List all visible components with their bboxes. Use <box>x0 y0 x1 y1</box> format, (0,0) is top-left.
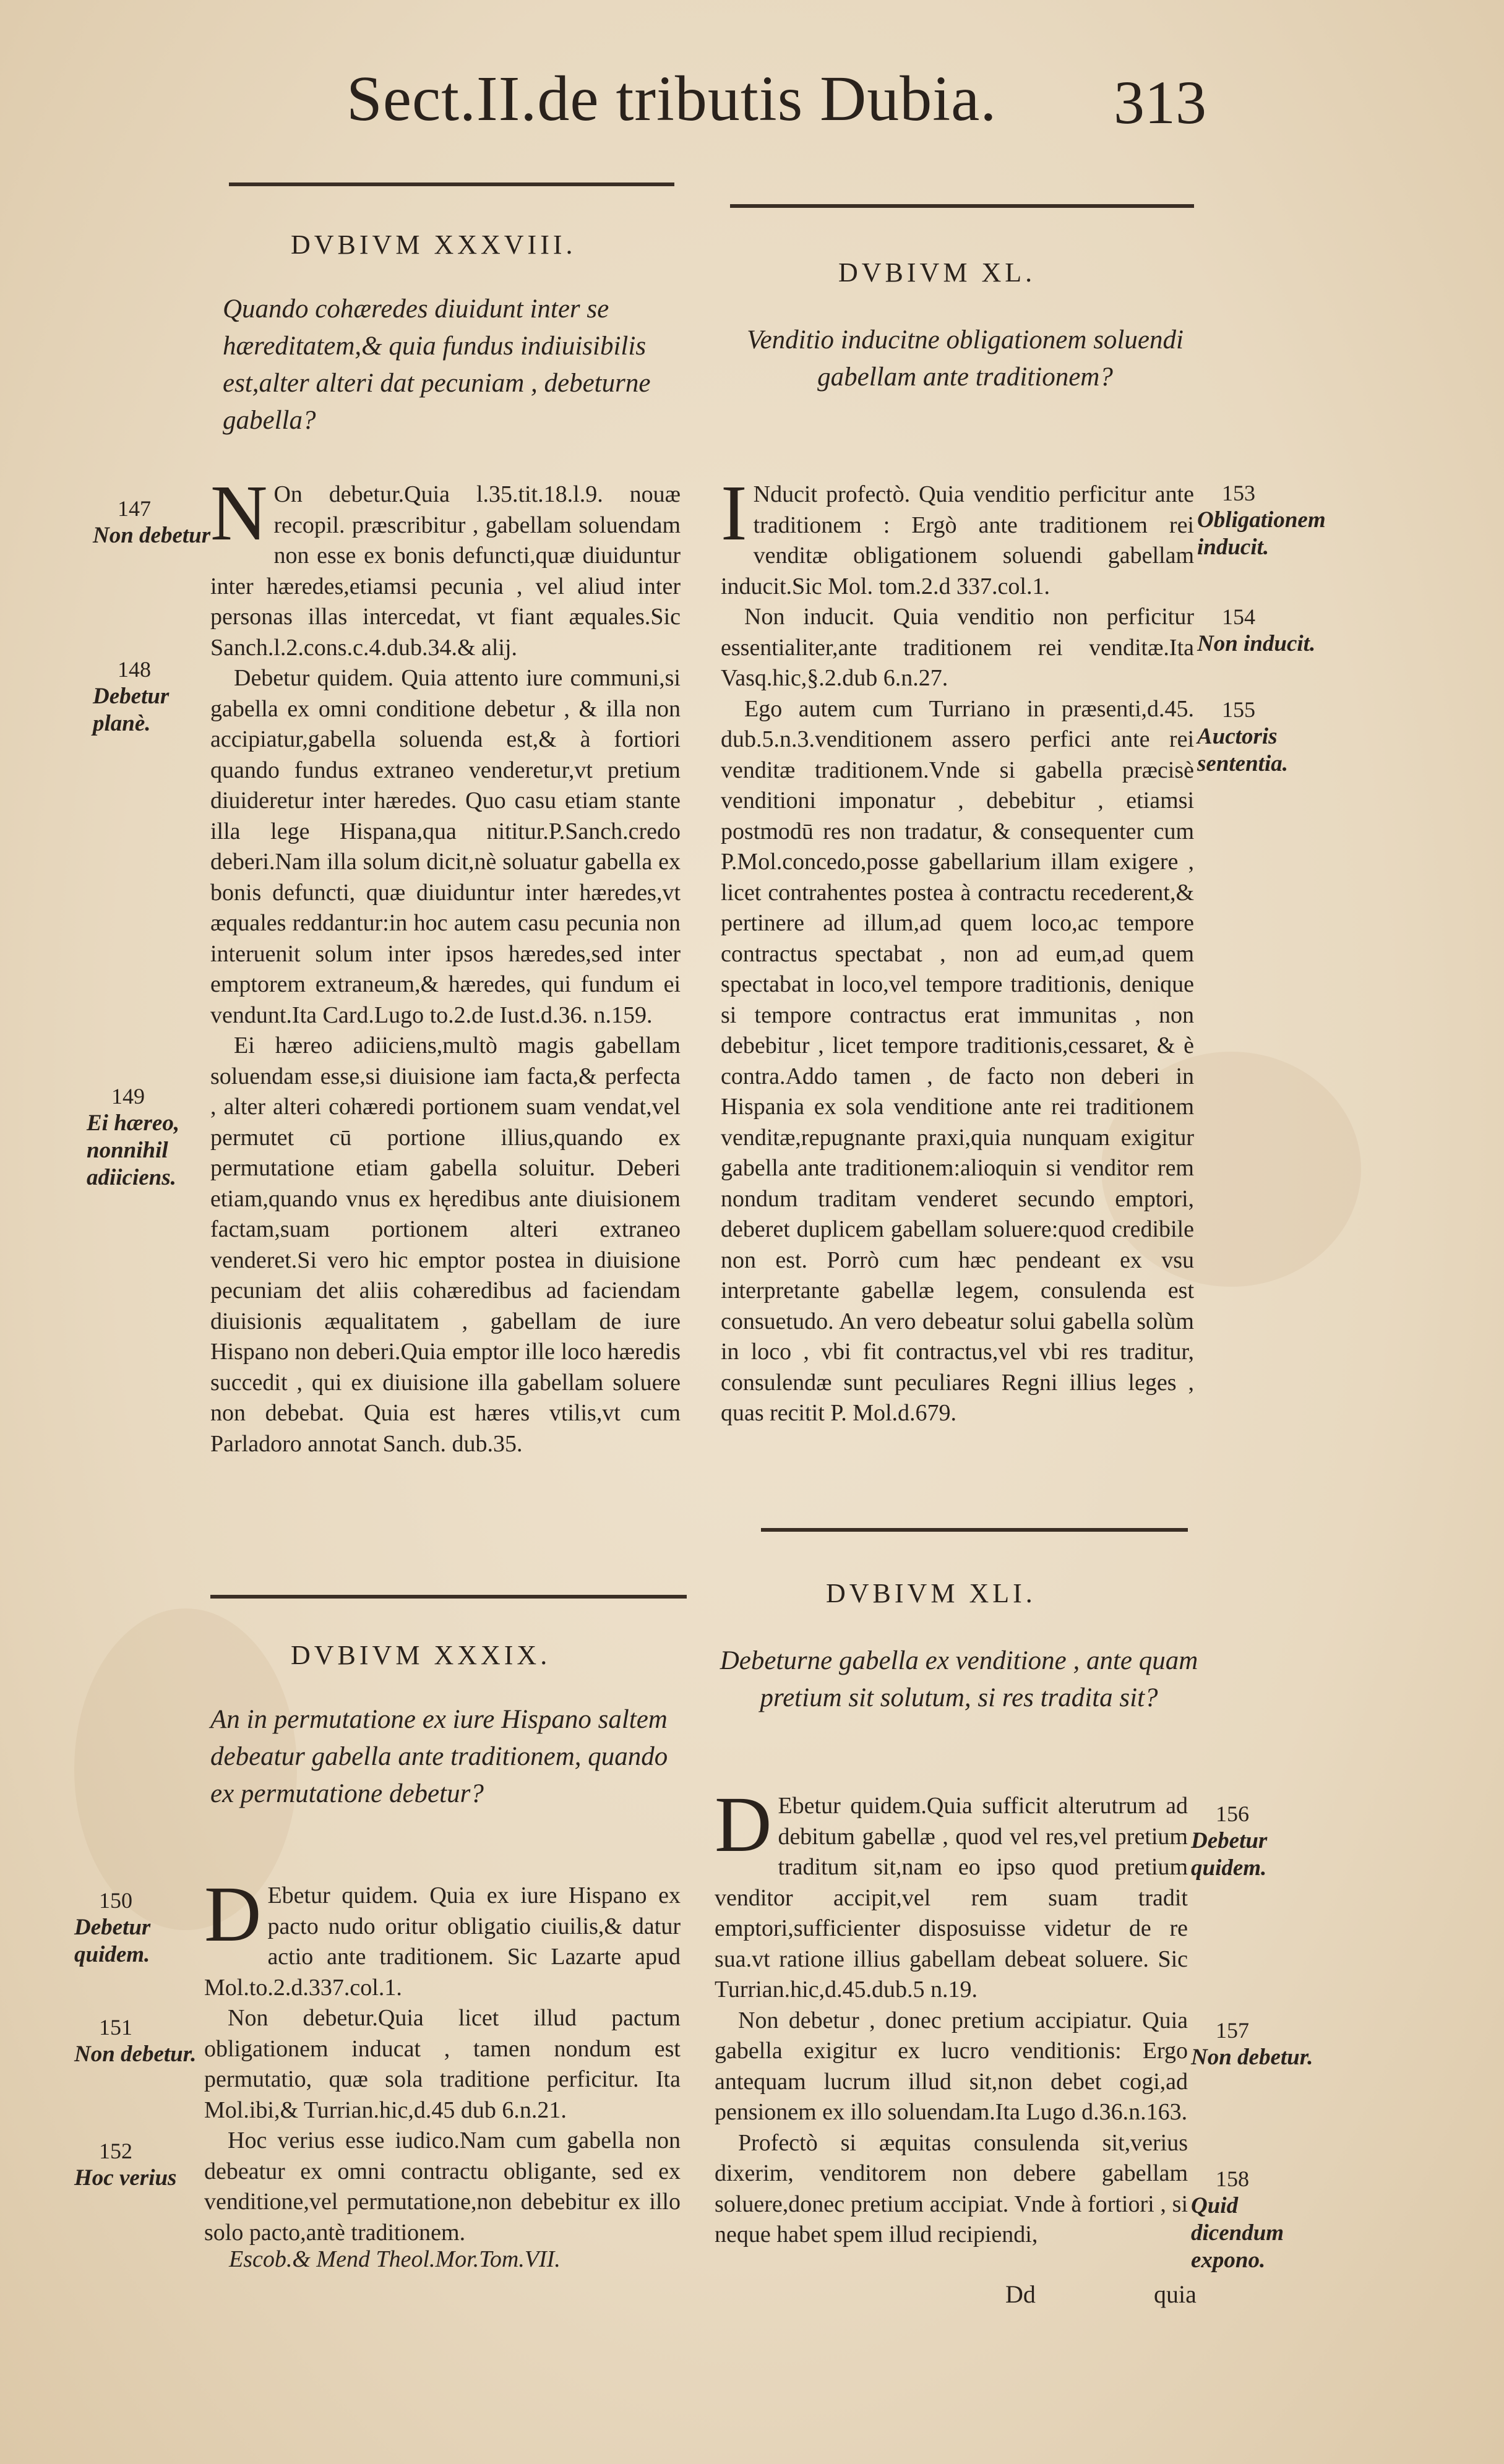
dubium-40-title: DVBIVM XL. <box>838 257 1036 288</box>
dubium-38-question: Quando cohæredes diuidunt inter se hæreditatem,& quia fundus indiuisibilis est,alter alteri dat pecuniam , debeturne gabella? <box>223 294 651 435</box>
margin-note-number: 152 <box>99 2139 132 2163</box>
drop-cap: D <box>715 1780 772 1868</box>
margin-note-148 <box>93 656 217 737</box>
paragraph: Ego autem cum Turriano in præsenti,d.45. dub.5.n.3.venditionem assero perfici ante rei venditæ traditionem.Vnde si gabella præcisè venditioni imponatur , debebitur , etiamsi postmodū res non tradatur, & consequenter cum P.Mol.concedo,posse gabellarium illam exigere , licet contrahentes postea à contractu recederent,& pertinere ad illum,ad quem loco,ac tempore contractus spectabat , non ad eum,ad quem spectabat in loco,vel tempore traditionis, denique si tempore contractus erat immunitas , non debebitur , licet tempore traditionis,cessaret, & è contra.Addo tamen , de facto non deberi in Hispania ex sola venditione ante rei traditionem venditæ,repugnante praxi,quia nunquam exigitur gabella ante traditionem:alioquin si venditor rem nondum traditam venderet secundo emptori, deberet duplicem gabellam soluere:quod credibile non est. Porrò cum hæc pendeant ex vsu interpretante gabellæ legem, consulenda est consuetudo. An vero debeatur solui gabella solùm in loco , vbi fit contractus,vel vbi res traditur, consulendæ sunt peculiares Regni illius leges , quas recitit P. Mol.d.679. <box>721 695 1194 1426</box>
margin-note-text: Non inducit. <box>1197 631 1316 656</box>
margin-note-157 <box>1191 2017 1315 2071</box>
margin-note-number: 157 <box>1216 2018 1249 2043</box>
divider-rule <box>229 182 674 186</box>
margin-note-158 <box>1191 2165 1315 2274</box>
margin-note-number: 158 <box>1216 2166 1249 2191</box>
drop-cap: N <box>210 469 268 557</box>
margin-note-number: 153 <box>1222 481 1255 505</box>
paragraph: Nducit profectò. Quia venditio perficitur ante traditionem : Ergò ante traditionem rei venditæ obligationem soluendi gabellam inducit.Sic Mol. tom.2.d 337.col.1. <box>721 481 1194 599</box>
margin-note-153 <box>1197 479 1326 561</box>
margin-note-text: Debetur planè. <box>93 684 170 736</box>
margin-note-number: 155 <box>1222 697 1255 722</box>
margin-note-text: Non debetur <box>93 523 211 548</box>
margin-note-text: Hoc verius <box>74 2165 177 2191</box>
margin-note-147 <box>93 495 217 549</box>
dubium-38-title: DVBIVM XXXVIII. <box>291 230 577 260</box>
margin-note-text: Quid dicendum expono. <box>1191 2193 1284 2273</box>
paragraph: Ebetur quidem.Quia sufficit alterutrum ad debitum gabellæ , quod vel res,vel pretium traditum sit,nam eo ipso quod pretium venditor accipit,vel rem suam tradit emptori,sufficienter disposuisse videtur de re sua.vt ratione illius gabellam debeat soluere. Sic Turrian.hic,d.45.dub.5 n.19. <box>715 1793 1188 2003</box>
margin-note-152 <box>74 2137 198 2192</box>
paragraph: Profectò si æquitas consulenda sit,verius dixerim, venditorem non debere gabellam soluere,donec pretium accipiat. Vnde à fortiori , si neque habet spem illud recipiendi, <box>715 2129 1188 2247</box>
paragraph: Ei hæreo adiiciens,multò magis gabellam soluendam esse,si diuisione iam facta,& perfecta , alter alteri cohæredi portionem suam vendat,vel permutet cū portione illius,quando ex permutatione etiam gabella soluitur. Deberi etiam,quando vnus ex hęredibus ante diuisionem factam,suam portionem alteri extraneo venderet.Si vero hic emptor postea in diuisione pecuniam det aliis cohæredibus ad faciendam diuisionis æqualitatem , gabellam de iure Hispano non deberi.Quia emptor ille loco hæredis succedit , qui ex diuisione illa gabellam soluere non debebat. Quia est hæres vtilis,vt cum Parladoro annotat Sanch. dub.35. <box>210 1032 681 1457</box>
footer-signature-line: Escob.& Mend Theol.Mor.Tom.VII. <box>229 2246 561 2272</box>
margin-note-154 <box>1197 603 1321 658</box>
dubium-41-title: DVBIVM XLI. <box>826 1578 1036 1608</box>
margin-note-151 <box>74 2014 198 2068</box>
margin-note-number: 150 <box>99 1888 132 1913</box>
margin-note-number: 147 <box>118 496 151 521</box>
paragraph: Ebetur quidem. Quia ex iure Hispano ex pacto nudo oritur obligatio ciuilis,& datur actio ante traditionem. Sic Lazarte apud Mol.to.2.d.337.col.1. <box>204 1882 681 2001</box>
drop-cap: D <box>204 1870 262 1958</box>
margin-note-156 <box>1191 1800 1315 1882</box>
margin-note-text: Non debetur. <box>1191 2045 1313 2070</box>
margin-note-text: Obligationem inducit. <box>1197 507 1326 560</box>
dubium-39-title: DVBIVM XXXIX. <box>291 1640 551 1670</box>
paragraph: On debetur.Quia l.35.tit.18.l.9. nouæ recopil. præscribitur , gabellam soluendam non esse ex bonis defuncti,quæ diuiduntur inter hæredes,etiamsi pecunia , vel aliud inter personas illas intercedat, vt fiant æquales.Sic Sanch.l.2.cons.c.4.dub.34.& alij. <box>210 481 681 661</box>
margin-note-text: Non debetur. <box>74 2041 197 2067</box>
dubium-40-question: Venditio inducitne obligationem soluendi gabellam ante traditionem? <box>747 325 1184 392</box>
margin-note-number: 151 <box>99 2015 132 2040</box>
margin-note-number: 154 <box>1222 604 1255 629</box>
paragraph: Debetur quidem. Quia attento iure communi,si gabella ex omni conditione debetur , & illa non accipiatur,gabella soluenda est,& à fortiori quando fundus extraneo venderetur,vt pretium diuideretur inter hæredes. Quo casu etiam stante illa lege Hispana,qua nititur.P.Sanch.credo deberi.Nam illa solum dicit,nè soluatur gabella ex bonis defuncti, quæ diuiduntur inter hæredes,vt æquales reddantur:in hoc autem casu pecunia non interuenit solum inter ipsos hæredes,sed inter emptorem extraneum,& hæredes, qui fundum ei vendunt.Ita Card.Lugo to.2.de Iust.d.36. n.159. <box>210 665 681 1028</box>
margin-note-150 <box>74 1887 198 1968</box>
divider-rule <box>761 1528 1188 1532</box>
dubium-38-body <box>210 469 681 1459</box>
margin-note-text: Auctoris sententia. <box>1197 724 1288 776</box>
margin-note-155 <box>1197 696 1321 778</box>
dubium-39-body <box>204 1870 681 2248</box>
drop-cap: I <box>721 469 747 557</box>
running-header: Sect.II.de tributis Dubia. <box>346 63 997 134</box>
page-number: 313 <box>1114 68 1206 137</box>
divider-rule <box>730 204 1194 208</box>
paragraph: Non debetur.Quia licet illud pactum obligationem inducat , tamen nondum est permutatio, quæ sola traditione perficitur. Ita Mol.ibi,& Turrian.hic,d.45 dub 6.n.21. <box>204 2005 681 2123</box>
margin-note-text: Debetur quidem. <box>1191 1828 1268 1881</box>
signature-mark: Dd <box>1005 2280 1036 2308</box>
margin-note-number: 149 <box>111 1084 145 1109</box>
margin-note-149 <box>87 1083 210 1191</box>
margin-note-text: Ei hæreo, nonnihil adiiciens. <box>87 1110 180 1190</box>
catchword: quia <box>1154 2280 1197 2308</box>
margin-note-number: 156 <box>1216 1801 1249 1826</box>
divider-rule <box>210 1595 687 1599</box>
dubium-41-body <box>715 1780 1188 2251</box>
margin-note-number: 148 <box>118 657 151 682</box>
paragraph: Non inducit. Quia venditio non perficitur essentialiter,ante traditionem rei venditæ.Ita Vasq.hic,§.2.dub 6.n.27. <box>721 604 1194 691</box>
dubium-39-question: An in permutatione ex iure Hispano saltem debeatur gabella ante traditionem, quando ex permutatione debetur? <box>210 1705 668 1808</box>
margin-note-text: Debetur quidem. <box>74 1915 151 1967</box>
dubium-40-body <box>721 469 1194 1429</box>
paragraph: Hoc verius esse iudico.Nam cum gabella non debeatur ex omni contractu obligante, sed ex venditione,vel permutatione,non debebitur ex illo solo pacto,antè traditionem. <box>204 2127 681 2246</box>
dubium-41-question: Debeturne gabella ex venditione , ante quam pretium sit solutum, si res tradita sit? <box>720 1646 1198 1712</box>
paragraph: Non debetur , donec pretium accipiatur. Quia gabella exigitur ex lucro venditionis: Ergo antequam lucrum illud sit,non debet cogi,ad pensionem ex illo soluendam.Ita Lugo d.36.n.163. <box>715 2007 1188 2125</box>
